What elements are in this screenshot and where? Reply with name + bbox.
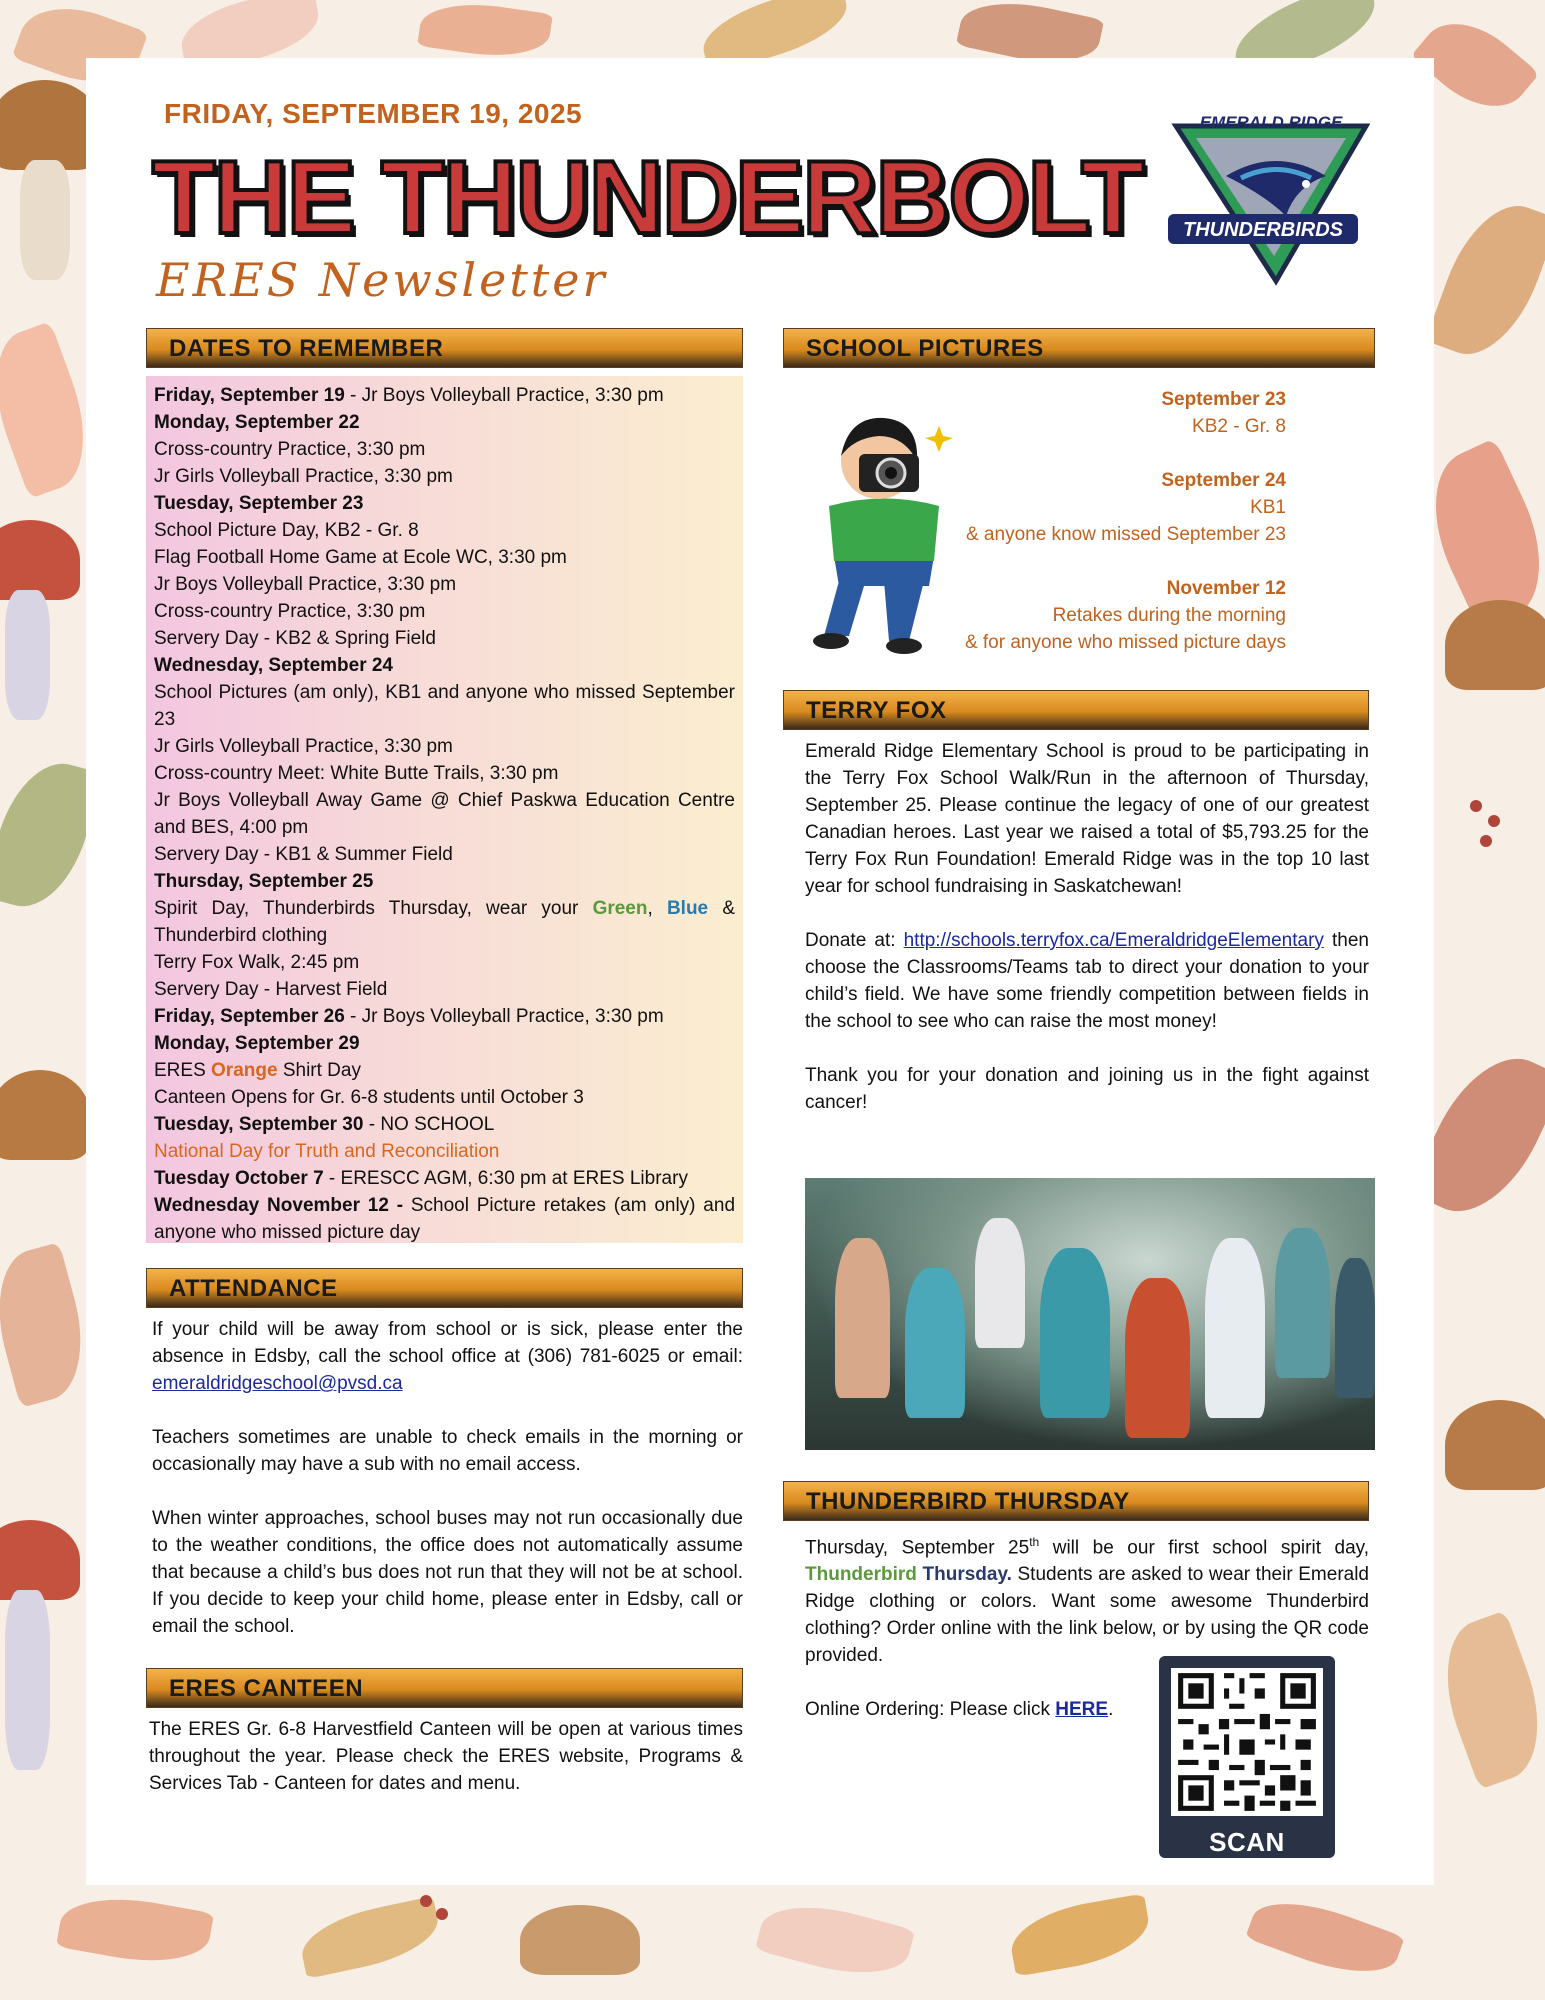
date-label: Monday, September 22 (154, 412, 360, 433)
date-label: Friday, September 26 (154, 1006, 345, 1027)
qr-code[interactable] (1159, 1656, 1335, 1888)
thunderbird-paragraph: Students are asked to wear their Emerald Ridge clothing or colors. Want some awesome Thunderbird clothing? Order online with the link below, or by using the QR code provided. (805, 1564, 1369, 1667)
terry-fox-paragraph: Thank you for your donation and joining us in the fight against cancer! (805, 1065, 1369, 1113)
thunderbird-paragraph: Thursday, September 25 (805, 1537, 1030, 1559)
newsletter-subtitle: ERES Newsletter (156, 253, 608, 307)
dates-list (146, 376, 743, 1243)
terry-fox-run-photo (805, 1178, 1375, 1450)
ordinal-suffix: th (1029, 1535, 1040, 1549)
order-label: Online Ordering: Please click (805, 1699, 1056, 1721)
date-event: School Pictures (am only), KB1 and anyone who missed September 23 (154, 682, 735, 730)
canteen-text: The ERES Gr. 6-8 Harvestfield Canteen will be open at various times throughout the year. Please check the ERES website, Programs & Services Tab - Canteen for dates and menu. (149, 1719, 743, 1794)
terry-fox-heading: TERRY FOX (783, 690, 1369, 730)
picture-date: September 24 (1161, 470, 1286, 491)
picture-date-note: Retakes during the morning (1052, 605, 1286, 626)
terry-fox-paragraph: then choose the Classrooms/Teams tab to direct your donation to your child’s field. We have some friendly competition between fields in the school to see who can raise the most money! (805, 930, 1369, 1032)
thunderbird-thursday-heading: THUNDERBIRD THURSDAY (783, 1481, 1369, 1521)
picture-date-note: & anyone know missed September 23 (965, 524, 1286, 545)
canteen-heading: ERES CANTEEN (146, 1668, 743, 1708)
orange-word: Orange (211, 1060, 278, 1081)
date-event: Servery Day - KB1 & Summer Field (154, 844, 453, 865)
order-label-end: . (1108, 1699, 1114, 1721)
thunderbird-green-word: Thunderbird (805, 1564, 917, 1586)
date-event-text: ERES (154, 1060, 212, 1081)
terry-fox-paragraph: Emerald Ridge Elementary School is proud to be participating in the Terry Fox School Walk/Run in the afternoon of Thursday, September 25. Please continue the legacy of one of our greatest Canadian heroes. Last year we raised a total of $5,793.25 for the Terry Fox Run Foundation! Emerald Ridge was in the top 10 last year for school fundraising in Saskatchewan! (805, 741, 1369, 897)
newsletter-title: THE THUNDERBOLT (152, 140, 1143, 256)
date-event-text: Spirit Day, Thunderbirds Thursday, wear your (154, 898, 593, 919)
date-event-text: , (647, 898, 667, 919)
date-event: Jr Girls Volleyball Practice, 3:30 pm (154, 466, 453, 487)
logo-text-bottom: THUNDERBIRDS (1183, 219, 1343, 241)
date-event: Jr Girls Volleyball Practice, 3:30 pm (154, 736, 453, 757)
attendance-paragraph: If your child will be away from school or is sick, please enter the absence in Edsby, call the school office at (306) 781-6025 or email: (152, 1319, 743, 1367)
thunderbirds-logo (1166, 106, 1376, 286)
dates-heading: DATES TO REMEMBER (146, 328, 743, 368)
thunderbird-paragraph: will be our first school spirit day, (1039, 1537, 1370, 1559)
date-event: Cross-country Meet: White Butte Trails, 3:30 pm (154, 763, 559, 784)
picture-date-note: KB2 - Gr. 8 (1192, 416, 1286, 437)
date-event: Jr Boys Volleyball Away Game @ Chief Paskwa Education Centre and BES, 4:00 pm (154, 790, 735, 838)
date-event: - Jr Boys Volleyball Practice, 3:30 pm (344, 385, 664, 406)
date-event: Flag Football Home Game at Ecole WC, 3:30 pm (154, 547, 567, 568)
date-event: Canteen Opens for Gr. 6-8 students until October 3 (154, 1087, 584, 1108)
donate-link[interactable]: http://schools.terryfox.ca/EmeraldridgeElementary (903, 930, 1324, 951)
date-event: Servery Day - Harvest Field (154, 979, 388, 1000)
school-pictures-heading: SCHOOL PICTURES (783, 328, 1375, 368)
date-event: Cross-country Practice, 3:30 pm (154, 439, 426, 460)
issue-date: FRIDAY, SEPTEMBER 19, 2025 (164, 98, 583, 129)
date-label: Monday, September 29 (154, 1033, 360, 1054)
terry-fox-text (805, 738, 1369, 1116)
attendance-paragraph: Teachers sometimes are unable to check emails in the morning or occasionally may have a sub with no email access. (152, 1427, 743, 1475)
attendance-text (152, 1316, 743, 1640)
date-event: - NO SCHOOL (363, 1114, 495, 1135)
date-label: Wednesday, September 24 (154, 655, 394, 676)
photographer-illustration (809, 406, 959, 666)
order-here-link[interactable]: HERE (1055, 1699, 1109, 1721)
scan-here-label: SCAN HERE (1209, 1827, 1285, 1888)
picture-date: November 12 (1166, 578, 1286, 599)
blue-word: Blue (666, 898, 709, 919)
donate-label: Donate at: (805, 930, 904, 951)
date-event: - Jr Boys Volleyball Practice, 3:30 pm (344, 1006, 664, 1027)
date-label: Tuesday, September 23 (154, 493, 364, 514)
date-event: Terry Fox Walk, 2:45 pm (154, 952, 360, 973)
picture-date-note: & for anyone who missed picture days (964, 632, 1286, 653)
logo-text-top: EMERALD RIDGE (1199, 113, 1343, 132)
date-event: Servery Day - KB2 & Spring Field (154, 628, 436, 649)
date-event: School Picture retakes (am only) and anyone who missed picture day (154, 1195, 736, 1243)
date-event: School Picture Day, KB2 - Gr. 8 (154, 520, 419, 541)
date-event: - ERESCC AGM, 6:30 pm at ERES Library (323, 1168, 688, 1189)
attendance-heading: ATTENDANCE (146, 1268, 743, 1308)
green-word: Green (592, 898, 648, 919)
picture-dates (956, 386, 1286, 656)
date-label: Tuesday October 7 (154, 1168, 324, 1189)
qr-code-pattern (1171, 1668, 1323, 1816)
date-label: Tuesday, September 30 (154, 1114, 364, 1135)
date-label: Friday, September 19 (154, 385, 345, 406)
thursday-blue-word: Thursday. (922, 1564, 1012, 1586)
date-event (154, 895, 735, 949)
date-event (154, 1057, 735, 1084)
date-label: Wednesday November 12 - (154, 1195, 404, 1216)
school-email-link[interactable]: emeraldridgeschool@pvsd.ca (152, 1373, 403, 1394)
picture-date: September 23 (1161, 389, 1286, 410)
date-event-text: Shirt Day (277, 1060, 361, 1081)
date-event: Cross-country Practice, 3:30 pm (154, 601, 426, 622)
date-label: Thursday, September 25 (154, 871, 374, 892)
date-event: Jr Boys Volleyball Practice, 3:30 pm (154, 574, 457, 595)
newsletter-page (86, 58, 1434, 1888)
date-event: National Day for Truth and Reconciliation (154, 1141, 500, 1162)
date-event-text: & Thunderbird clothing (154, 898, 736, 946)
picture-date-note: KB1 (1250, 497, 1286, 518)
attendance-paragraph: When winter approaches, school buses may not run occasionally due to the weather conditions, the office does not automatically assume that because a child’s bus does not run that they will not be at school. If you decide to keep your child home, please enter in Edsby, call or email the school. (152, 1508, 743, 1637)
